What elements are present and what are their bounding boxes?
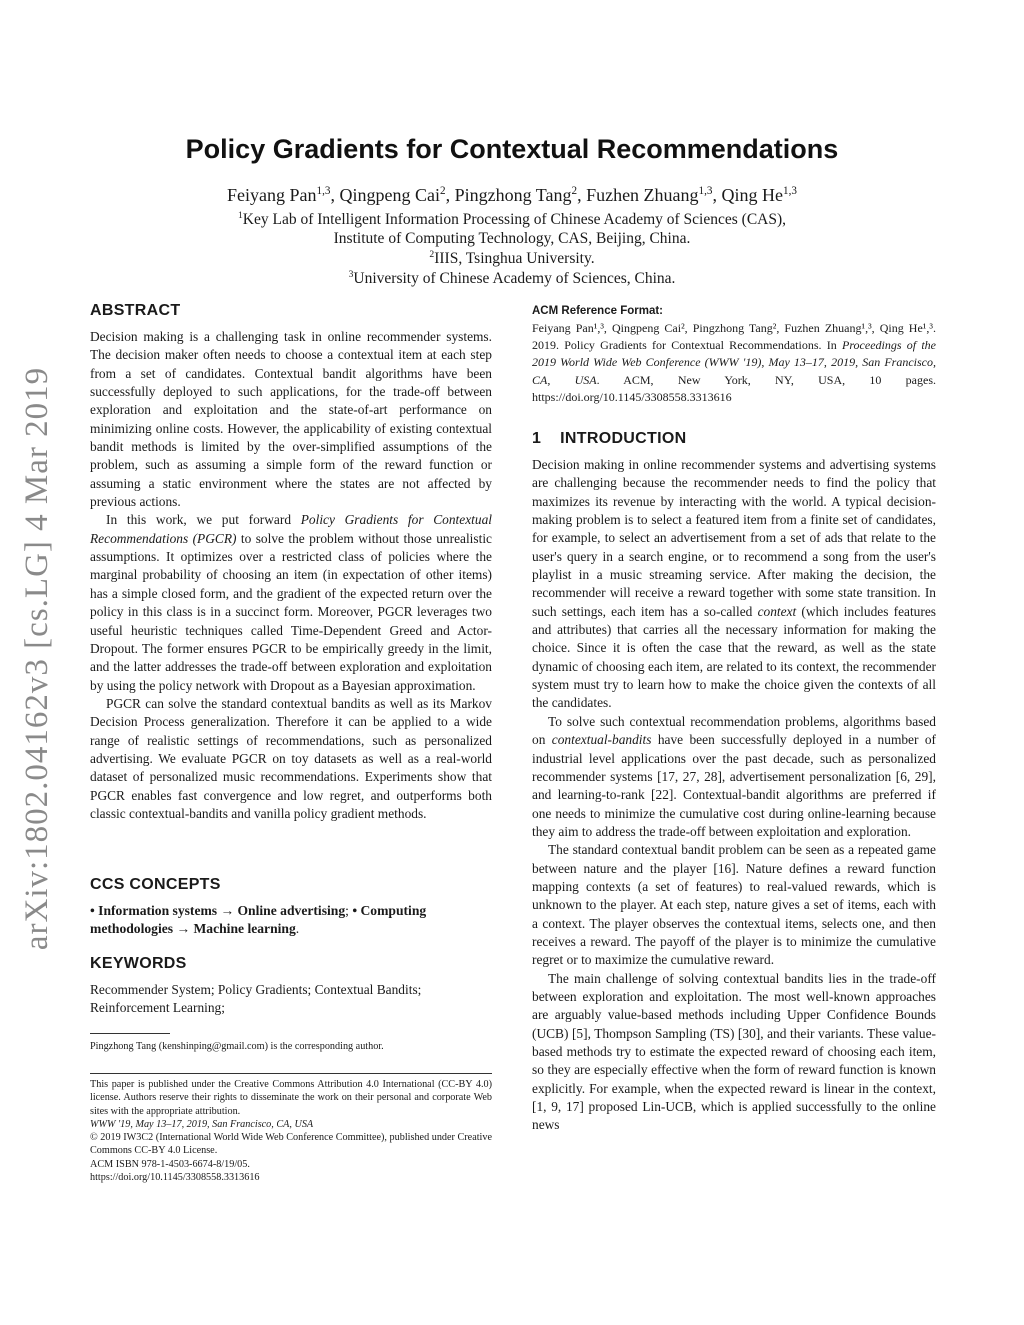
footnote: [90, 1040, 492, 1053]
keywords-text: Recommender System; Policy Gradients; Contextual Bandits; Reinforcement Learning;: [90, 982, 422, 1016]
footnote-rule: [90, 1033, 170, 1034]
introduction-heading: 1 INTRODUCTION: [532, 430, 687, 447]
ccs-heading: CCS CONCEPTS: [90, 876, 221, 893]
author: Feiyang Pan$^{1,3}$,: [227, 185, 340, 205]
author-list: [0, 185, 1024, 206]
arxiv-id: arXiv:1802.04162v3 [cs.LG] 4 Mar 2019: [19, 366, 56, 950]
corresponding-author-note: Pingzhong Tang (kenshinping@gmail.com) is the corresponding author.: [90, 1041, 384, 1052]
author: Fuzhen Zhuang$^{1,3}$,: [586, 185, 722, 205]
arxiv-stamp: [8, 358, 68, 958]
author: Qing He$^{1,3}$: [721, 185, 797, 205]
author: Qingpeng Cai$^2$,: [339, 185, 455, 205]
paper-title: Policy Gradients for Contextual Recommendations: [185, 134, 839, 164]
author: Pingzhong Tang$^2$,: [454, 185, 587, 205]
ccs-concepts: • Information systems → Online advertising; • Computing methodologies → Machine learning.: [90, 903, 427, 937]
intro-paragraph: The standard contextual bandit problem can be seen as a repeated game between nature and the player [16]. Nature defines a reward function mapping contexts (a set of features) to real-valued rewards, which is unknown to the player. At each step, nature gives a set of items, each with a context. The player observes the contextual items, selects one, and then receives a reward. The payoff of the player is to minimize the cumulative regret or to maximize the cumulative reward.: [532, 842, 936, 968]
affiliation-1: $^1$Key Lab of Intelligent Information Processing of Chinese Academy of Sciences (CAS),: [237, 210, 787, 229]
abstract-paragraph: In this work, we put forward Policy Gradients for Contextual Recommendations (PGCR) to solve the problem without those unrealistic assumptions. It optimizes over a restricted class of policies where the marginal probability of choosing an item (in expectation of other items) has a simple closed form, and the gradient of the expected return over the policy in this class is in a succinct form. Moreover, PGCR leverages two useful heuristic techniques called Time-Dependent Greed and Actor-Dropout. The former ensures PGCR to be empirically greedy in the limit, and the latter addresses the trade-off between exploration and exploitation by using the policy network with Dropout as a Bayesian approximation.: [90, 512, 492, 693]
doi-link[interactable]: https://doi.org/10.1145/3308558.3313616: [90, 1172, 260, 1184]
isbn-line: ACM ISBN 978-1-4503-6674-8/19/05.: [90, 1158, 250, 1170]
abstract-paragraph: Decision making is a challenging task in online recommender systems. The decision maker often needs to choose a contextual item at each step from a set of candidates. Contextual bandit algorithms have been successfully deployed to such applications, for the trade-off between exploration and exploitation and the state-of-art performance on minimizing online costs. However, the applicability of existing contextual bandit methods is limited by the over-simplified assumptions of the problem, such as assuming a simple form of the reward function or assuming a static environment where the states are not affected by previous actions.: [90, 329, 492, 510]
affiliation-3: $^3$University of Chinese Academy of Sciences, China.: [348, 269, 676, 288]
intro-paragraph: Decision making in online recommender systems and advertising systems are challenging because the recommender needs to find the policy that maximizes its revenue by interacting with the world. A typical decision-making problem is to select a featured item from a finite set of candidates, for example, to select an advertisement from a set of ads that relate to the user's query in a search engine, or to recommend a song from the user's playlist in a music streaming service. After making the decision, the recommender will receive a reward together with some state transition. In such settings, each item has a so-called context (which includes features and attributes) that carries all the necessary information for making the choice. Since it is often the case that the reward, as well as the state dynamic of choosing each item, are related to its context, the recommender system must try to learn how to make the choice given the contexts of all the candidates.: [532, 457, 936, 711]
keywords-heading: KEYWORDS: [90, 955, 187, 972]
license-block: [90, 1078, 492, 1184]
keywords-section: [90, 955, 492, 1018]
affiliation-1-cont: Institute of Computing Technology, CAS, Beijing, China.: [333, 230, 691, 247]
conference-line: WWW '19, May 13–17, 2019, San Francisco, CA, USA: [90, 1118, 314, 1130]
abstract-paragraph: PGCR can solve the standard contextual bandits as well as its Markov Decision Process generalization. Therefore it can be applied to a wide range of realistic settings of recommendations, such as personalized advertising. We evaluate PGCR on toy datasets as well as a real-world dataset of personalized music recommendations. Experiments show that PGCR enables fast convergence and low regret, and outperforms both classic contextual-bandits and vanilla policy gradient methods.: [90, 695, 492, 821]
affiliation-2: $^2$IIIS, Tsinghua University.: [429, 249, 595, 268]
copyright-line: © 2019 IW3C2 (International World Wide Web Conference Committee), published under Creative Commons CC-BY 4.0 License.: [90, 1132, 492, 1157]
acm-reference: [532, 305, 936, 406]
acm-reference-heading: ACM Reference Format:: [532, 305, 663, 317]
license-rule: [90, 1073, 492, 1074]
intro-paragraph: To solve such contextual recommendation problems, algorithms based on contextual-bandits have been successfully deployed in a number of industrial level applications over the past decade, such as personalized recommender systems [17, 27, 28], advertisement personalization [6, 29], and learning-to-rank [22]. Contextual-bandit algorithms are preferred if one needs to minimize the cumulative cost during online-learning because they aim to address the trade-off between exploitation and exploration.: [532, 713, 936, 839]
abstract-heading: ABSTRACT: [90, 302, 181, 319]
license-text: This paper is published under the Creative Commons Attribution 4.0 International (CC-BY 4.0) license. Authors reserve their rights to disseminate the work on their personal and corporate Web sites with the appropriate attribution.: [90, 1079, 492, 1117]
acm-reference-body: Feiyang Pan¹,³, Qingpeng Cai², Pingzhong Tang², Fuzhen Zhuang¹,³, Qing He¹,³. 2019. Policy Gradients for Contextual Recommendations. In Proceedings of the 2019 World Wide Web Conference (WWW '19), May 13–17, 2019, San Francisco, CA, USA. ACM, New York, NY, USA, 10 pages. https://doi.org/10.1145/3308558.3313616: [532, 321, 937, 404]
ccs-section: [90, 876, 492, 939]
abstract-section: [90, 302, 492, 823]
intro-paragraph: The main challenge of solving contextual bandits lies in the trade-off between exploration and exploitation. The most well-known approaches are arguably value-based methods including Upper Confidence Bounds (UCB) [5], Thompson Sampling (TS) [30], and their variants. These value-based methods try to estimate the expected reward of choosing each item, so they are especially effective when the form of reward function is known explicitly. For example, when the expected reward is linear in the context, [1, 9, 17] proposed Lin-UCB, which is applied successfully to the online news: [532, 970, 936, 1133]
introduction-section: [532, 430, 936, 1135]
